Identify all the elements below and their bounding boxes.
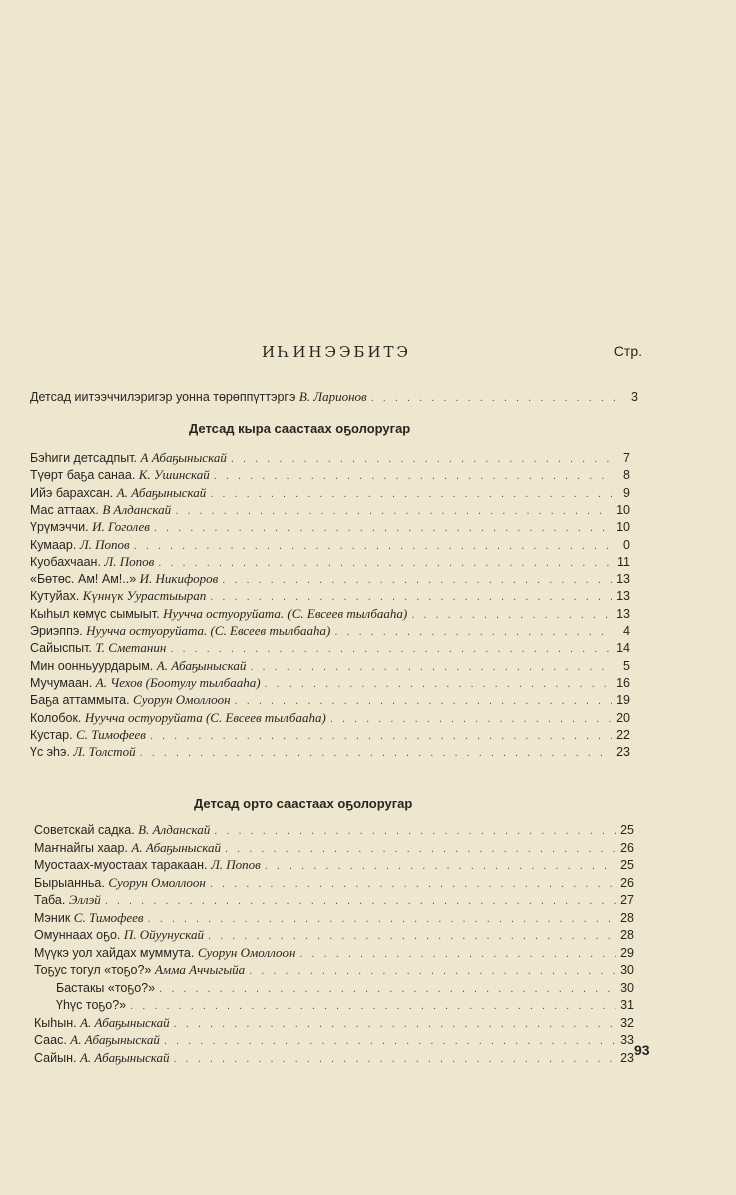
leader-dots xyxy=(159,981,616,997)
entry-author: П. Ойуунускай xyxy=(123,927,204,942)
entry-page: 3 xyxy=(631,390,638,404)
entry-title: Баҕа аттаммыта. xyxy=(30,693,130,708)
entry-title: Маҥнайгы хаар. xyxy=(34,840,128,855)
leader-dots xyxy=(175,503,612,519)
entry-page: 10 xyxy=(616,502,630,517)
entry-author: Нуучча остуоруйата (С. Евсеев тылбааһа) xyxy=(84,709,326,725)
entry-page: 32 xyxy=(620,1015,634,1030)
entry-author: Л. Попов xyxy=(79,536,130,552)
entry-page: 23 xyxy=(616,745,630,760)
leader-dots xyxy=(235,693,612,709)
entry-page: 26 xyxy=(620,840,634,855)
toc-entry-intro xyxy=(30,389,638,405)
toc-header xyxy=(30,343,642,365)
entry-page: 13 xyxy=(616,589,630,604)
entry-author: А. Абаҕыныскай xyxy=(79,1049,170,1065)
entry-page: 28 xyxy=(620,928,634,942)
toc-entry xyxy=(34,875,634,891)
toc-entry xyxy=(34,1015,634,1031)
leader-dots xyxy=(265,858,616,874)
page-title: ИҺИНЭЭБИТЭ xyxy=(262,343,412,361)
leader-dots xyxy=(411,607,612,623)
entry-author: Суорун Омоллоон xyxy=(197,944,296,960)
entry-title: Эриэппэ. xyxy=(30,624,83,638)
leader-dots xyxy=(140,745,612,761)
entry-title: Кыһын. xyxy=(34,1015,77,1030)
toc-entry xyxy=(34,927,634,943)
leader-dots xyxy=(130,998,616,1014)
entry-page: 30 xyxy=(620,963,634,977)
entry-page: 9 xyxy=(623,485,630,500)
entry-author: А Абаҕыныскай xyxy=(140,450,227,465)
entry-title: Кутуйах. xyxy=(30,589,80,604)
entry-author: Л. Попов xyxy=(104,553,155,569)
entry-title: «Бөтөс. Ам! Ам!..» xyxy=(30,572,137,587)
toc-entry xyxy=(30,571,630,587)
toc-entry xyxy=(34,822,634,838)
entry-title: Таба. xyxy=(34,893,66,907)
entry-title: Детсад иитээччилэригэр уонна төрөппүттэргэ xyxy=(30,390,296,404)
entry-page: 13 xyxy=(616,606,630,621)
toc-entry xyxy=(34,1050,634,1066)
entry-page: 26 xyxy=(620,875,634,890)
toc-entry xyxy=(34,1032,634,1048)
entry-page: 27 xyxy=(620,893,634,907)
leader-dots xyxy=(222,572,612,588)
entry-title: Мучумаан. xyxy=(30,675,93,690)
entry-title: Кумаар. xyxy=(30,537,77,552)
entry-author: Эллэй xyxy=(68,892,101,907)
toc-entry xyxy=(30,658,630,674)
toc-entry xyxy=(34,910,634,926)
leader-dots xyxy=(214,823,616,839)
entry-title: Үс эһэ. xyxy=(30,745,70,760)
entry-title: Мэник xyxy=(34,910,71,925)
leader-dots xyxy=(231,451,612,467)
leader-dots xyxy=(174,1051,616,1067)
toc-entry xyxy=(30,537,630,553)
leader-dots xyxy=(210,589,612,605)
entry-page: 29 xyxy=(620,945,634,960)
entry-page: 10 xyxy=(616,520,630,535)
entry-page: 11 xyxy=(617,554,630,569)
leader-dots xyxy=(134,538,612,554)
toc-entry xyxy=(30,519,630,535)
entry-author: В. Ларионов xyxy=(298,389,367,404)
entry-title: Мүүкэ уол хайдах муммута. xyxy=(34,945,195,960)
page-number: 93 xyxy=(634,1042,650,1058)
toc-entry xyxy=(30,554,630,570)
entry-title: Тоҕус тогул «тоҕо?» xyxy=(34,963,152,977)
leader-dots xyxy=(210,486,612,502)
entry-page: 5 xyxy=(623,658,630,673)
entry-page: 22 xyxy=(616,727,630,742)
entry-author: Нуучча остуоруйата. (С. Евсеев тылбааһа) xyxy=(86,623,331,638)
entry-author: Күннүк Уурастыырап xyxy=(82,588,207,604)
toc-entry xyxy=(30,710,630,726)
leader-dots xyxy=(249,963,616,979)
toc-entry xyxy=(30,692,630,708)
leader-dots xyxy=(214,468,612,484)
entry-title: Үһүс тоҕо?» xyxy=(56,998,127,1012)
entry-page: 31 xyxy=(620,998,634,1012)
leader-dots xyxy=(210,876,616,892)
entry-author: А. Абаҕыныскай xyxy=(131,839,221,855)
entry-page: 25 xyxy=(620,823,634,837)
toc-entry xyxy=(30,640,630,656)
entry-author: И. Гоголев xyxy=(92,519,150,535)
leader-dots xyxy=(170,641,612,657)
entry-author: И. Никифоров xyxy=(139,571,219,587)
toc-entry xyxy=(30,606,630,622)
entry-page: 14 xyxy=(616,641,630,656)
entry-title: Муостаах-муостаах таракаан. xyxy=(34,858,208,872)
entry-title: Үрүмэччи. xyxy=(30,520,89,535)
leader-dots xyxy=(158,555,612,571)
entry-author: К. Ушинскай xyxy=(138,467,210,483)
entry-title: Ийэ барахсан. xyxy=(30,485,114,500)
entry-title: Мас аттаах. xyxy=(30,502,99,517)
page-column-label: Стр. xyxy=(613,343,642,359)
entry-page: 4 xyxy=(623,624,630,638)
entry-title: Сайын. xyxy=(34,1050,77,1065)
entry-title: Куобахчаан. xyxy=(30,554,101,569)
toc-entry xyxy=(30,675,630,691)
toc-entry xyxy=(34,892,634,908)
entry-page: 7 xyxy=(623,451,630,465)
entry-author: Суорун Омоллоон xyxy=(133,692,231,708)
leader-dots xyxy=(148,911,616,927)
leader-dots xyxy=(154,520,612,536)
entry-title: Түөрт баҕа санаа. xyxy=(30,468,136,483)
entry-page: 16 xyxy=(616,675,630,690)
entry-title: Омуннаах оҕо. xyxy=(34,928,121,942)
entry-author: В Алданскай xyxy=(102,501,172,517)
toc-entry xyxy=(30,450,630,466)
entry-author: Амма Аччыгыйа xyxy=(154,962,246,977)
leader-dots xyxy=(225,841,616,857)
toc-entry xyxy=(30,727,630,743)
toc-entry xyxy=(30,623,630,639)
toc-entry xyxy=(30,588,630,604)
entry-author: А. Абаҕыныскай xyxy=(70,1032,160,1047)
entry-title: Кыһыл көмүс сымыыт. xyxy=(30,606,160,621)
section-heading-2: Детсад орто саастаах оҕолоругар xyxy=(194,796,413,811)
entry-author: А. Чехов (Боотулу тылбааһа) xyxy=(95,674,261,690)
entry-page: 0 xyxy=(623,537,630,552)
entry-author: С. Тимофеев xyxy=(73,909,144,925)
entry-page: 33 xyxy=(620,1033,634,1047)
entry-title: Саас. xyxy=(34,1033,67,1047)
entry-title: Бастакы «тоҕо?» xyxy=(56,980,156,995)
entry-author: В. Алданскай xyxy=(138,822,211,837)
leader-dots xyxy=(208,928,616,944)
toc-entry xyxy=(30,744,630,760)
toc-entry xyxy=(30,467,630,483)
entry-title: Мин оонньуурдарым. xyxy=(30,658,154,673)
entry-author: Суорун Омоллоон xyxy=(108,874,206,890)
leader-dots xyxy=(250,659,612,675)
entry-author: Т. Сметанин xyxy=(95,640,167,656)
entry-title: Колобок. xyxy=(30,710,82,725)
toc-entry xyxy=(30,485,630,501)
toc-entry xyxy=(56,997,634,1013)
leader-dots xyxy=(174,1016,616,1032)
leader-dots xyxy=(164,1033,616,1049)
toc-entry xyxy=(30,502,630,518)
entry-author: Л. Попов xyxy=(210,857,261,872)
leader-dots xyxy=(334,624,612,640)
entry-title: Бырыанньа. xyxy=(34,875,105,890)
entry-page: 19 xyxy=(616,693,630,708)
leader-dots xyxy=(299,946,616,962)
leader-dots xyxy=(371,390,620,406)
leader-dots xyxy=(105,893,616,909)
entry-author: Нуучча остуоруйата. (С. Евсеев тылбааһа) xyxy=(163,605,408,621)
toc-entry xyxy=(34,962,634,978)
leader-dots xyxy=(330,711,612,727)
entry-page: 8 xyxy=(623,468,630,483)
entry-page: 23 xyxy=(620,1050,634,1065)
entry-title: Сайыспыт. xyxy=(30,641,92,656)
entry-page: 13 xyxy=(616,572,630,587)
toc-entry xyxy=(34,840,634,856)
entry-author: А. Абаҕыныскай xyxy=(116,484,207,500)
leader-dots xyxy=(265,676,612,692)
entry-author: А. Абаҕыныскай xyxy=(156,657,247,673)
section-heading-1: Детсад кыра саастаах оҕолоругар xyxy=(189,421,411,436)
entry-page: 20 xyxy=(616,710,630,725)
entry-author: А. Абаҕыныскай xyxy=(80,1014,170,1030)
entry-page: 28 xyxy=(620,910,634,925)
entry-author: С. Тимофеев xyxy=(76,726,146,742)
entry-author: Л. Толстой xyxy=(73,744,136,760)
entry-title: Кустар. xyxy=(30,727,73,742)
entry-page: 30 xyxy=(620,980,634,995)
entry-title: Бэһиги детсадпыт. xyxy=(30,451,138,465)
toc-entry xyxy=(34,945,634,961)
leader-dots xyxy=(150,728,612,744)
entry-page: 25 xyxy=(620,858,634,872)
toc-entry xyxy=(56,980,634,996)
toc-entry xyxy=(34,857,634,873)
entry-title: Советскай садка. xyxy=(34,823,135,837)
